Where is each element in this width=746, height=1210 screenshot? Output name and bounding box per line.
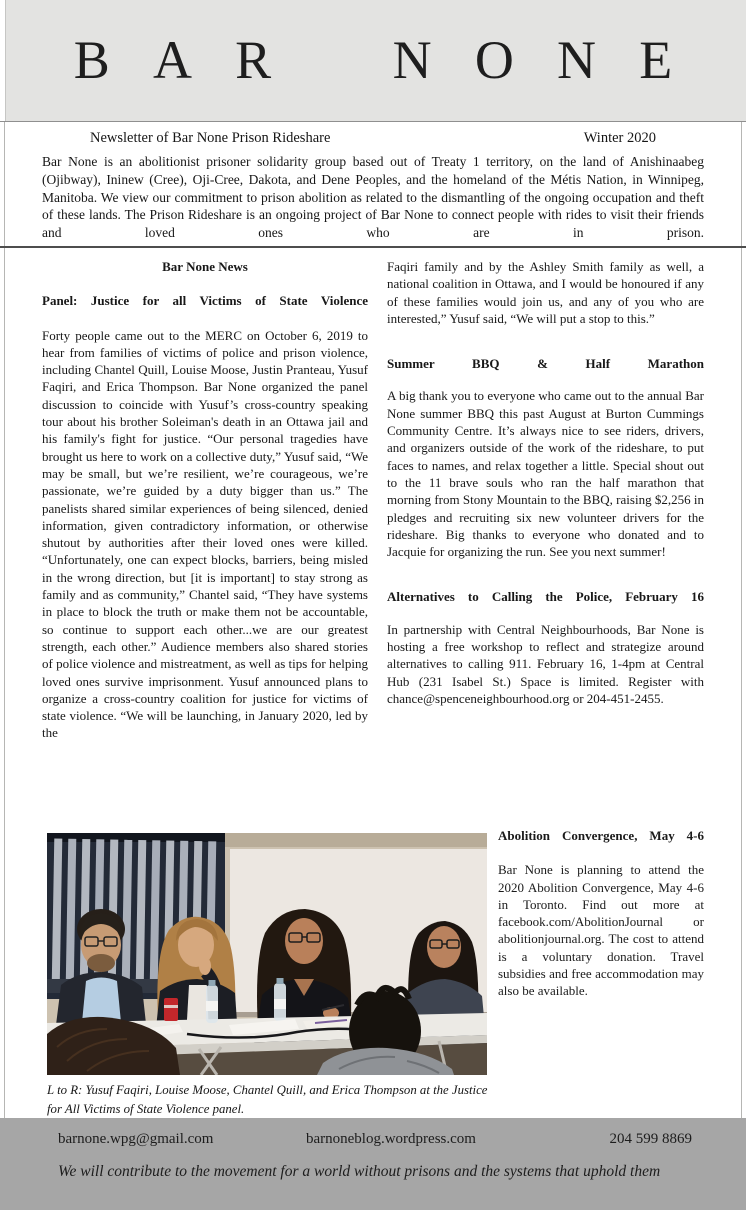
newsletter-subtitle: Newsletter of Bar None Prison Rideshare [90,130,331,146]
panel-photo-illustration [47,833,487,1075]
masthead-line [0,130,746,147]
page-left-border [4,122,5,1118]
footer-tagline: We will contribute to the movement for a world without prisons and the systems that uphold them [58,1163,661,1180]
panel-article-continuation: Faqiri family and by the Ashley Smith family as well, a national coalition in Ottawa, and I would be honoured if any of these families would join us, and any of you who are interested,” Yusuf said, “We will put a stop to this.” [387,259,704,326]
article-heading-panel: Panel: Justice for all Victims of State Violence [42,293,368,309]
photo-caption: L to R: Yusuf Faqiri, Louise Moose, Chantel Quill, and Erica Thompson at the Justice for All Victims of State Violence panel. [47,1083,488,1116]
article-heading-abolition: Abolition Convergence, May 4-6 [498,828,704,843]
article-body-alternatives: In partnership with Central Neighbourhoods, Bar None is hosting a free workshop to reflect and strategize around alternatives to calling 911. February 16, 1-4pm at Central Hub (231 Isabel St.) Space is limited. Register with chance@spenceneighbourhood.org or 204-451-2455. [387,621,704,706]
page-right-border [741,122,742,1118]
footer-email: barnone.wpg@gmail.com [58,1131,214,1147]
banner-bottom-rule [0,121,746,122]
article-body-panel: Forty people came out to the MERC on October 6, 2019 to hear from families of victims of police and prison violence, including Chantel Quill, Louise Moose, Justin Pranteau, Yusuf Faqiri, and Erica Thompson. Bar None organized the panel discussion to coincide with Yusuf’s cross-country speaking tour about his brother Soleiman's death in an Ottawa jail and his family's fight for justice. “Our personal tragedies have brought us here to work on a collective duty,” Yusuf said, “We may be small, but we’re resilient, we’re courageous, we’re passionate, we’re guided by a duty bigger than us.” The panelists shared similar experiences of being silenced, denied information, given contradictory information, or otherwise shutout by authorities after their loved ones were killed. “Unfortunately, one can expect blocks, barriers, being misled in the wrong direction, but [it is important] to stay strong as family and as community,” Chantel said, “They have systems in place to block the truth or make them not be accountable, so continue to support each other...we are our greatest strength, each other.” Audience members also shared stories of police violence and mistreatment, as well as tips for helping loved ones survive imprisonment. Yusuf announced plans to organize a cross-country coalition for justice for victims of state violence. “We will be launching, in January 2020, led by the [42,327,368,741]
article-body-bbq: A big thank you to everyone who came out to the annual Bar None summer BBQ this past August at Burton Cummings Community Centre. It’s always nice to see riders, drivers, and organizers outside of the work of the rideshare, to put faces to names, and relax together a little. Special shout out to the 11 brave souls who ran the half marathon that morning from Stony Mountain to the BBQ, raising $2,256 in pledges and recruiting six new volunteer drivers for the rideshare. Big thanks to everyone who donated and to Jacquie for organizing the run. See you next summer! [387,388,704,560]
masthead-banner [0,0,746,121]
abolition-column [498,827,704,1000]
section-header-bar-none-news: Bar None News [162,259,248,274]
section-divider-rule [0,246,746,248]
article-heading-bbq: Summer BBQ & Half Marathon [387,356,704,372]
footer-blog-url: barnoneblog.wordpress.com [306,1131,476,1147]
intro-paragraph: Bar None is an abolitionist prisoner solidarity group based out of Treaty 1 territory, on the land of Anishinaabeg (Ojibway), Ininew (Cree), Oji-Cree, Dakota, and Dene Peoples, and the homeland of the Métis Nation, in Winnipeg, Manitoba. We view our commitment to prison abolition as related to the dismantling of the ongoing occupation and theft of these lands. The Prison Rideshare is an ongoing project of Bar None to connect people with rides to visit their friends and loved ones who are in prison. [42,154,704,241]
panel-photo [47,833,487,1075]
banner-left-margin-strip [0,0,6,121]
article-heading-alternatives: Alternatives to Calling the Police, February 16 [387,589,704,605]
article-body-abolition: Bar None is planning to attend the 2020 Abolition Convergence, May 4-6 in Toronto. Find out more at facebook.com/AbolitionJournal or abolitionjournal.org. The cost to attend is a voluntary donation. Travel subsidies and free accommodation may also be available. [498,862,704,999]
page-footer [0,1118,746,1210]
newsletter-title: BAR NONE [73,30,716,90]
left-column [42,258,368,833]
footer-phone: 204 599 8869 [609,1131,692,1147]
right-column [387,258,704,833]
issue-date: Winter 2020 [583,130,656,146]
